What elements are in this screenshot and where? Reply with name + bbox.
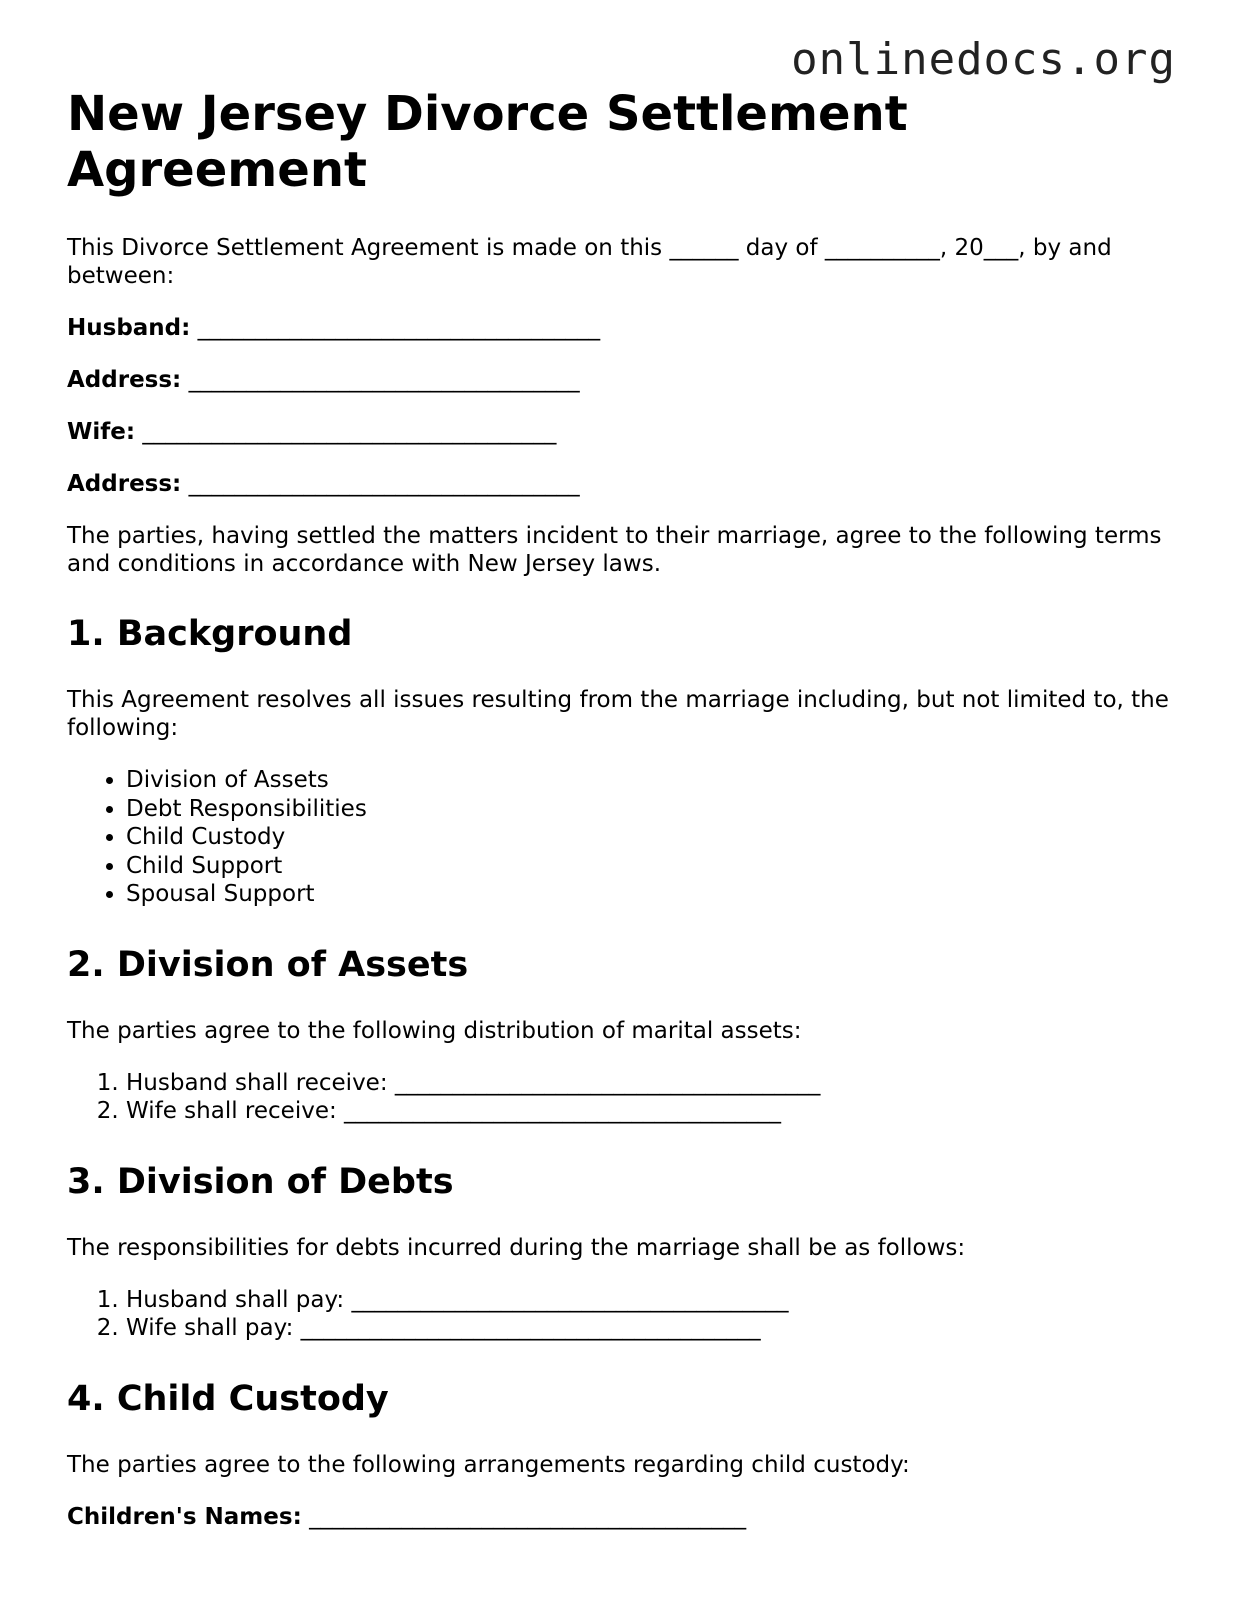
intro-paragraph: This Divorce Settlement Agreement is made on this ______ day of __________, 20___, by and between: xyxy=(67,235,1112,289)
husband-address-blank[interactable]: __________________________________ xyxy=(188,367,580,393)
wife-address-blank[interactable]: __________________________________ xyxy=(188,471,580,497)
parties-statement: The parties, having settled the matters incident to their marriage, agree to the following terms and conditions in accordance with New Jersey laws. xyxy=(67,523,1162,577)
list-item[interactable]: 2. Wife shall pay: ________________________________________ xyxy=(126,1314,1177,1343)
assets-list xyxy=(67,1069,1177,1126)
wife-label: Wife: xyxy=(67,419,136,445)
wife-blank[interactable]: ____________________________________ xyxy=(142,419,557,445)
list-item: • Child Custody xyxy=(126,823,1177,852)
custody-text: The parties agree to the following arrangements regarding child custody: xyxy=(67,1451,910,1478)
children-names-label: Children's Names: xyxy=(67,1503,302,1530)
wife-address-field xyxy=(67,470,1177,498)
section-heading-debts: 3. Division of Debts xyxy=(67,1161,454,1202)
list-item[interactable]: 1. Husband shall pay: ______________________________________ xyxy=(126,1286,1177,1315)
wife-address-label: Address: xyxy=(67,471,182,497)
list-item: • Debt Responsibilities xyxy=(126,795,1177,824)
background-text: This Agreement resolves all issues resulting from the marriage including, but not limited to, the following: xyxy=(67,687,1169,741)
site-watermark: onlinedocs.org xyxy=(791,34,1176,85)
debts-text: The responsibilities for debts incurred during the marriage shall be as follows: xyxy=(67,1234,966,1261)
debts-list xyxy=(67,1286,1177,1343)
background-list xyxy=(67,766,1177,909)
husband-field xyxy=(67,314,1177,342)
section-heading-custody: 4. Child Custody xyxy=(67,1378,389,1419)
list-item: • Spousal Support xyxy=(126,880,1177,909)
children-names-field xyxy=(67,1503,1177,1531)
wife-field xyxy=(67,418,1177,446)
husband-label: Husband: xyxy=(67,315,191,341)
document-page xyxy=(67,86,1177,1555)
husband-address-label: Address: xyxy=(67,367,182,393)
section-heading-assets: 2. Division of Assets xyxy=(67,944,469,985)
husband-address-field xyxy=(67,366,1177,394)
list-item: • Child Support xyxy=(126,852,1177,881)
list-item: • Division of Assets xyxy=(126,766,1177,795)
children-names-blank[interactable]: ______________________________________ xyxy=(309,1503,747,1530)
assets-text: The parties agree to the following distribution of marital assets: xyxy=(67,1017,802,1044)
husband-blank[interactable]: ___________________________________ xyxy=(197,315,601,341)
section-heading-background: 1. Background xyxy=(67,614,353,654)
list-item[interactable]: 2. Wife shall receive: ______________________________________ xyxy=(126,1097,1177,1126)
document-title: New Jersey Divorce Settlement Agreement xyxy=(67,86,908,198)
list-item[interactable]: 1. Husband shall receive: _____________________________________ xyxy=(126,1069,1177,1098)
